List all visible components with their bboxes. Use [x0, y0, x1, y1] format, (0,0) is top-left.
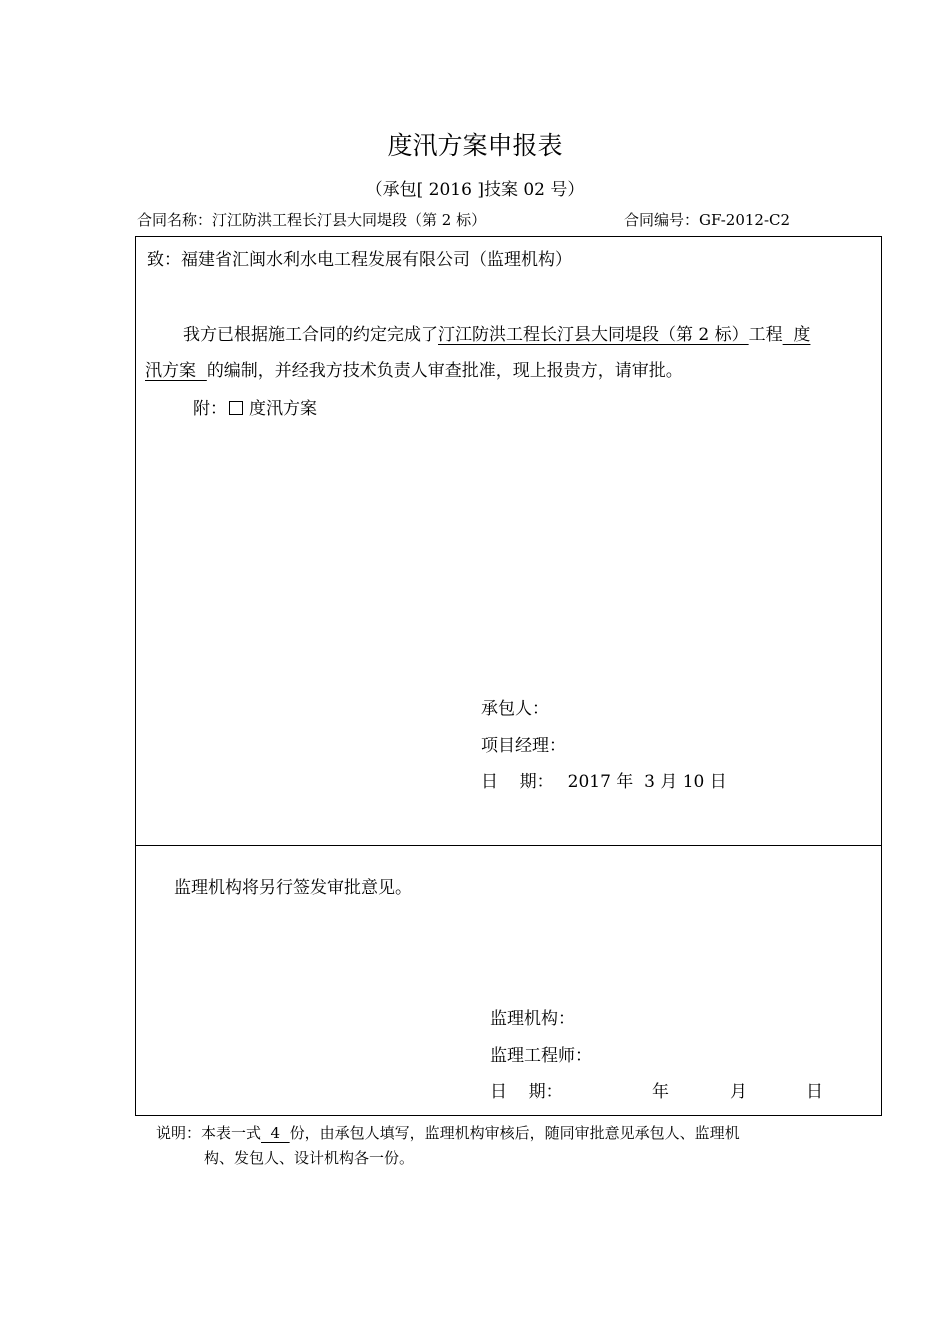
form-title: 度汛方案申报表 [387, 131, 563, 160]
form-table [135, 236, 882, 1116]
supervision-date-label: 日 期： [490, 1082, 563, 1102]
checkbox-icon[interactable] [229, 401, 243, 415]
statement-rest: 的编制，并经我方技术负责人审查批准，现上报贵方，请审批。 [206, 361, 683, 381]
contract-number: 合同编号：GF-2012-C2 [624, 211, 791, 229]
supervision-opinion: 监理机构将另行签发审批意见。 [174, 878, 412, 898]
supervision-day: 日 [806, 1082, 823, 1102]
supervision-agency-label: 监理机构： [490, 1009, 575, 1029]
attachment-label: 附： [193, 399, 227, 419]
contract-name: 合同名称：汀江防洪工程长汀县大同堤段（第 2 标） [137, 211, 487, 229]
project-manager-label: 项目经理： [481, 736, 566, 756]
plan-name-end: 汛方案 [145, 361, 207, 381]
statement-project-suffix: 工程 [748, 325, 783, 345]
project-name: 汀江防洪工程长汀县大同堤段（第 2 标） [438, 325, 749, 345]
date-label: 日 期： [481, 772, 554, 792]
footnote-line-2: 构、发包人、设计机构各一份。 [204, 1149, 415, 1167]
footnote-prefix: 说明：本表一式 [156, 1124, 262, 1142]
contractor-date [481, 767, 727, 792]
plan-name-start: 度 [782, 325, 811, 345]
statement-prefix: 我方已根据施工合同的约定完成了 [183, 325, 438, 345]
section-divider [136, 845, 881, 846]
attachment-line [193, 394, 317, 419]
statement-line-1 [183, 320, 810, 345]
addressee: 致：福建省汇闽水利水电工程发展有限公司（监理机构） [147, 250, 572, 270]
contractor-label: 承包人： [481, 699, 549, 719]
form-number: （承包[ 2016 ]技案 02 号） [365, 180, 585, 200]
supervision-engineer-label: 监理工程师： [490, 1046, 592, 1066]
copies-count: 4 [261, 1124, 290, 1142]
footnote-line-1 [156, 1122, 740, 1143]
supervision-year: 年 [652, 1082, 669, 1102]
supervision-month: 月 [730, 1082, 747, 1102]
statement-line-2 [145, 356, 683, 381]
attachment-item: 度汛方案 [249, 399, 317, 419]
date-value: 2017 年 3 月 10 日 [567, 772, 727, 792]
footnote-suffix: 份，由承包人填写，监理机构审核后，随同审批意见承包人、监理机 [289, 1124, 740, 1142]
